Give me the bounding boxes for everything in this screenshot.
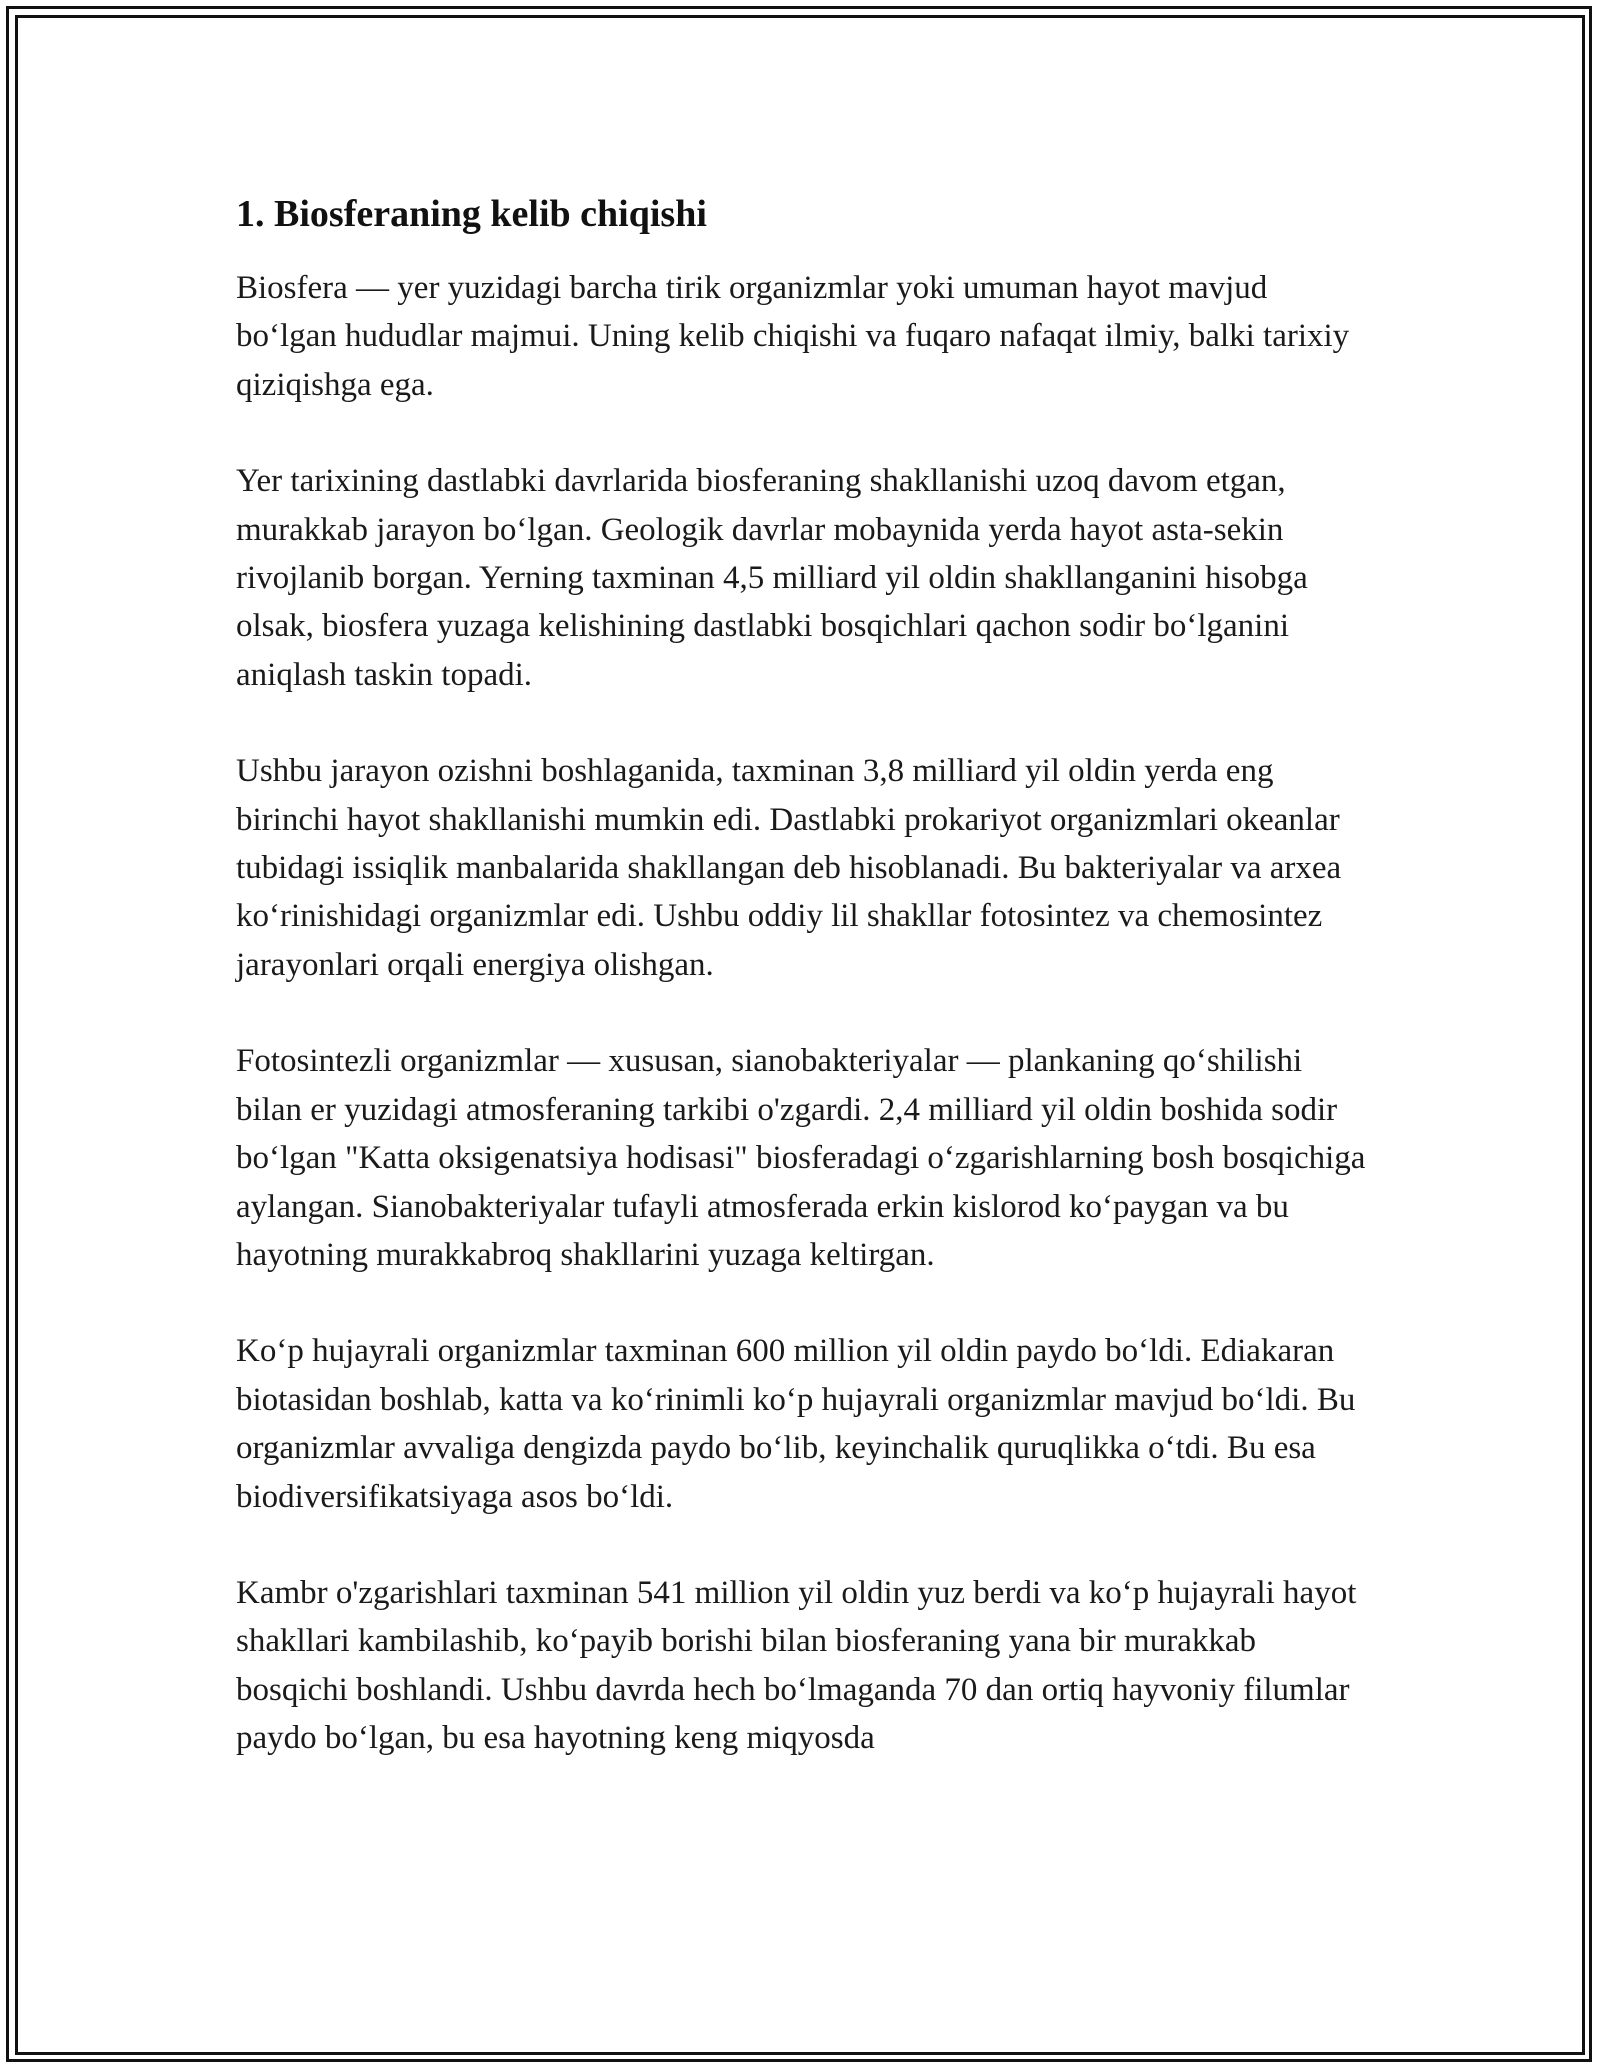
paragraph-6: Kambr o'zgarishlari taxminan 541 million yil oldin yuz berdi va ko‘p hujayrali hayot shakllari kambilashib, ko‘payib borishi bilan biosferaning yana bir murakkab bosqichi boshlandi. Ushbu davrda hech bo‘lmaganda 70 dan ortiq hayvoniy filumlar paydo bo‘lgan, bu esa hayotning keng miqyosda (236, 1574, 1357, 1757)
document-body (236, 186, 1376, 1811)
paragraph-1: Biosfera — yer yuzidagi barcha tirik organizmlar yoki umuman hayot mavjud bo‘lgan hududlar majmui. Uning kelib chiqishi va fuqaro nafaqat ilmiy, balki tarixiy qiziqishga ega. (236, 270, 1350, 403)
paragraph-2: Yer tarixining dastlabki davrlarida biosferaning shakllanishi uzoq davom etgan, murakkab jarayon bo‘lgan. Geologik davrlar mobaynida yerda hayot asta-sekin rivojlanib borgan. Yerning taxminan 4,5 milliard yil oldin shakllanganini hisobga olsak, biosfera yuzaga kelishining dastlabki bosqichlari qachon sodir bo‘lganini aniqlash taskin topadi. (236, 463, 1308, 693)
section-title: 1. Biosferaning kelib chiqishi (236, 193, 707, 235)
paragraph-4: Fotosintezli organizmlar — xususan, sianobakteriyalar — plankaning qo‘shilishi bilan er yuzidagi atmosferaning tarkibi o'zgardi. 2,4 milliard yil oldin boshida sodir bo‘lgan "Katta oksigenatsiya hodisasi" biosferadagi o‘zgarishlarning bosh bosqichiga aylangan. Sianobakteriyalar tufayli atmosferada erkin kislorod ko‘paygan va bu hayotning murakkabroq shakllarini yuzaga keltirgan. (236, 1043, 1366, 1273)
paragraph-3: Ushbu jarayon ozishni boshlaganida, taxminan 3,8 milliard yil oldin yerda eng birinchi hayot shakllanishi mumkin edi. Dastlabki prokariyot organizmlari okeanlar tubidagi issiqlik manbalarida shakllangan deb hisoblanadi. Bu bakteriyalar va arxea ko‘rinishidagi organizmlar edi. Ushbu oddiy lil shakllar fotosintez va chemosintez jarayonlari orqali energiya olishgan. (236, 753, 1342, 983)
paragraph-5: Ko‘p hujayrali organizmlar taxminan 600 million yil oldin paydo bo‘ldi. Ediakaran biotasidan boshlab, katta va ko‘rinimli ko‘p hujayrali organizmlar mavjud bo‘ldi. Bu organizmlar avvaliga dengizda paydo bo‘lib, keyinchalik quruqlikka o‘tdi. Bu esa biodiversifikatsiyaga asos bo‘ldi. (236, 1333, 1356, 1515)
